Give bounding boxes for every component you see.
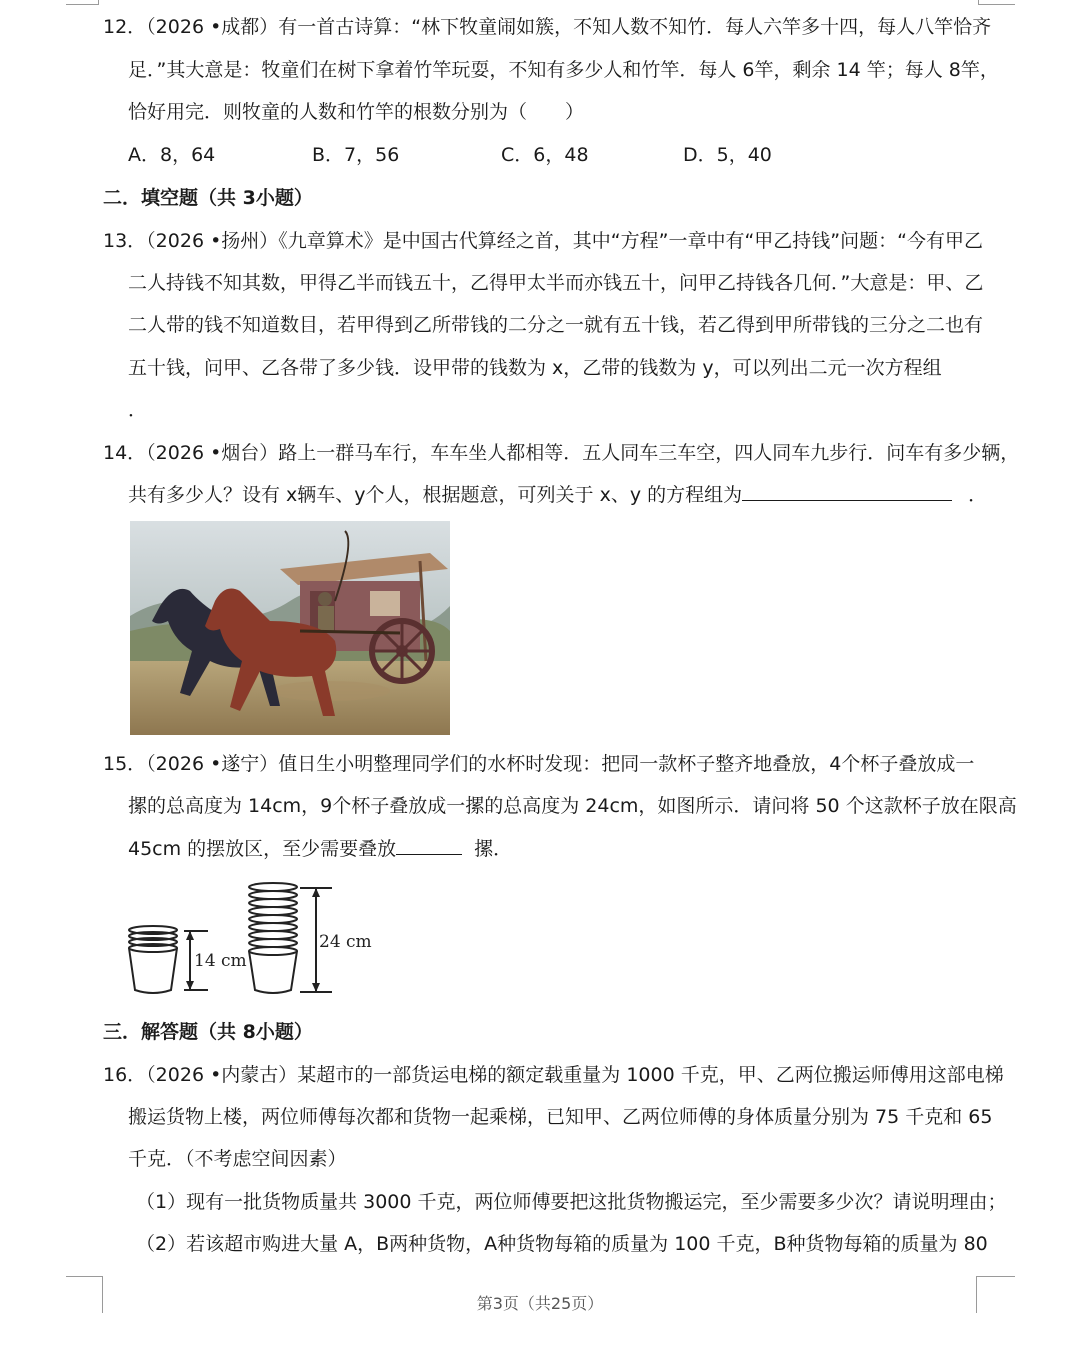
q15-line-3 [128, 836, 512, 862]
corner-mark-top-right [978, 0, 1015, 5]
q13-line-1: 13．（2026 •扬州）《九章算术》是中国古代算经之首，其中“方程”一章中有“甲乙持钱”问题：“今有甲乙 [103, 230, 983, 252]
q15-line-2: 摞的总高度为 14cm，9个杯子叠放成一摞的总高度为 24cm，如图所示．请问将 50 个这款杯子放在限高 [128, 795, 1017, 817]
corner-mark-top-left [66, 0, 99, 5]
q13-line-4: 五十钱，问甲、乙各带了多少钱．设甲带的钱数为 x，乙带的钱数为 y，可以列出二元一次方程组 [128, 357, 942, 379]
horse-carriage-image [130, 521, 450, 735]
section-heading-answer: 三．解答题（共 8小题） [103, 1021, 313, 1043]
q16-sub-question-1: （1）现有一批货物质量共 3000 千克，两位师傅要把这批货物搬运完，至少需要多少次？请说明理由； [136, 1191, 1007, 1213]
q12-line-3: 恰好用完．则牧童的人数和竹竿的根数分别为（ ） [128, 101, 585, 123]
cup-height-label-right: 24 cm [319, 932, 372, 952]
q12-option-d: D．5，40 [683, 144, 772, 166]
q16-line-3: 千克．（不考虑空间因素） [128, 1148, 347, 1170]
q14-line-2-text: 共有多少人？设有 x辆车、y个人，根据题意，可列关于 x、y 的方程组为 [128, 484, 743, 506]
q16-sub-question-2: （2）若该超市购进大量 A，B两种货物，A种货物每箱的质量为 100 千克，B种货物每箱的质量为 80 [136, 1233, 988, 1255]
q14-line-1: 14．（2026 •烟台）路上一群马车行，车车坐人都相等．五人同车三车空，四人同车九步行．问车有多少辆， [103, 442, 1020, 464]
q15-line-1: 15．（2026 •遂宁）值日生小明整理同学们的水杯时发现：把同一款杯子整齐地叠放，4个杯子叠放成一 [103, 753, 975, 775]
q14-line-2-end: ． [968, 484, 988, 506]
q14-answer-blank[interactable] [742, 482, 952, 501]
q13-line-2: 二人持钱不知其数，甲得乙半而钱五十，乙得甲太半而亦钱五十，问甲乙持钱各几何．”大意是：甲、乙 [128, 272, 984, 294]
q12-option-a: A．8，64 [128, 144, 216, 166]
page-number-footer: 第3页（共25页） [476, 1294, 604, 1313]
q15-line-3-text: 45cm 的摆放区，至少需要叠放 [128, 838, 397, 860]
q14-line-2 [128, 482, 987, 508]
q12-line-2: 足．”其大意是：牧童们在树下拿着竹竿玩耍，不知有多少人和竹竿．每人 6竿，剩余 14 竿；每人 8竿， [128, 59, 999, 81]
q15-line-3-end: 摞． [474, 838, 513, 860]
q15-answer-blank[interactable] [396, 836, 462, 855]
cup-height-label-left: 14 cm [194, 951, 247, 971]
q13-line-5: ． [128, 399, 148, 421]
q13-line-3: 二人带的钱不知道数目，若甲得到乙所带钱的二分之一就有五十钱，若乙得到甲所带钱的三分之二也有 [128, 314, 984, 336]
section-heading-fill-in: 二．填空题（共 3小题） [103, 187, 313, 209]
q12-option-c: C．6，48 [501, 144, 589, 166]
q12-option-b: B．7，56 [312, 144, 400, 166]
q16-line-1: 16．（2026 •内蒙古）某超市的一部货运电梯的额定载重量为 1000 千克，甲、乙两位搬运师傅用这部电梯 [103, 1064, 1004, 1086]
q16-line-2: 搬运货物上楼，两位师傅每次都和货物一起乘梯，已知甲、乙两位师傅的身体质量分别为 75 千克和 65 [128, 1106, 993, 1128]
stacked-cups-figure [120, 878, 390, 1000]
q12-line-1: 12．（2026 •成都）有一首古诗算：“林下牧童闹如簇，不知人数不知竹．每人六竿多十四，每人八竿恰齐 [103, 16, 992, 38]
